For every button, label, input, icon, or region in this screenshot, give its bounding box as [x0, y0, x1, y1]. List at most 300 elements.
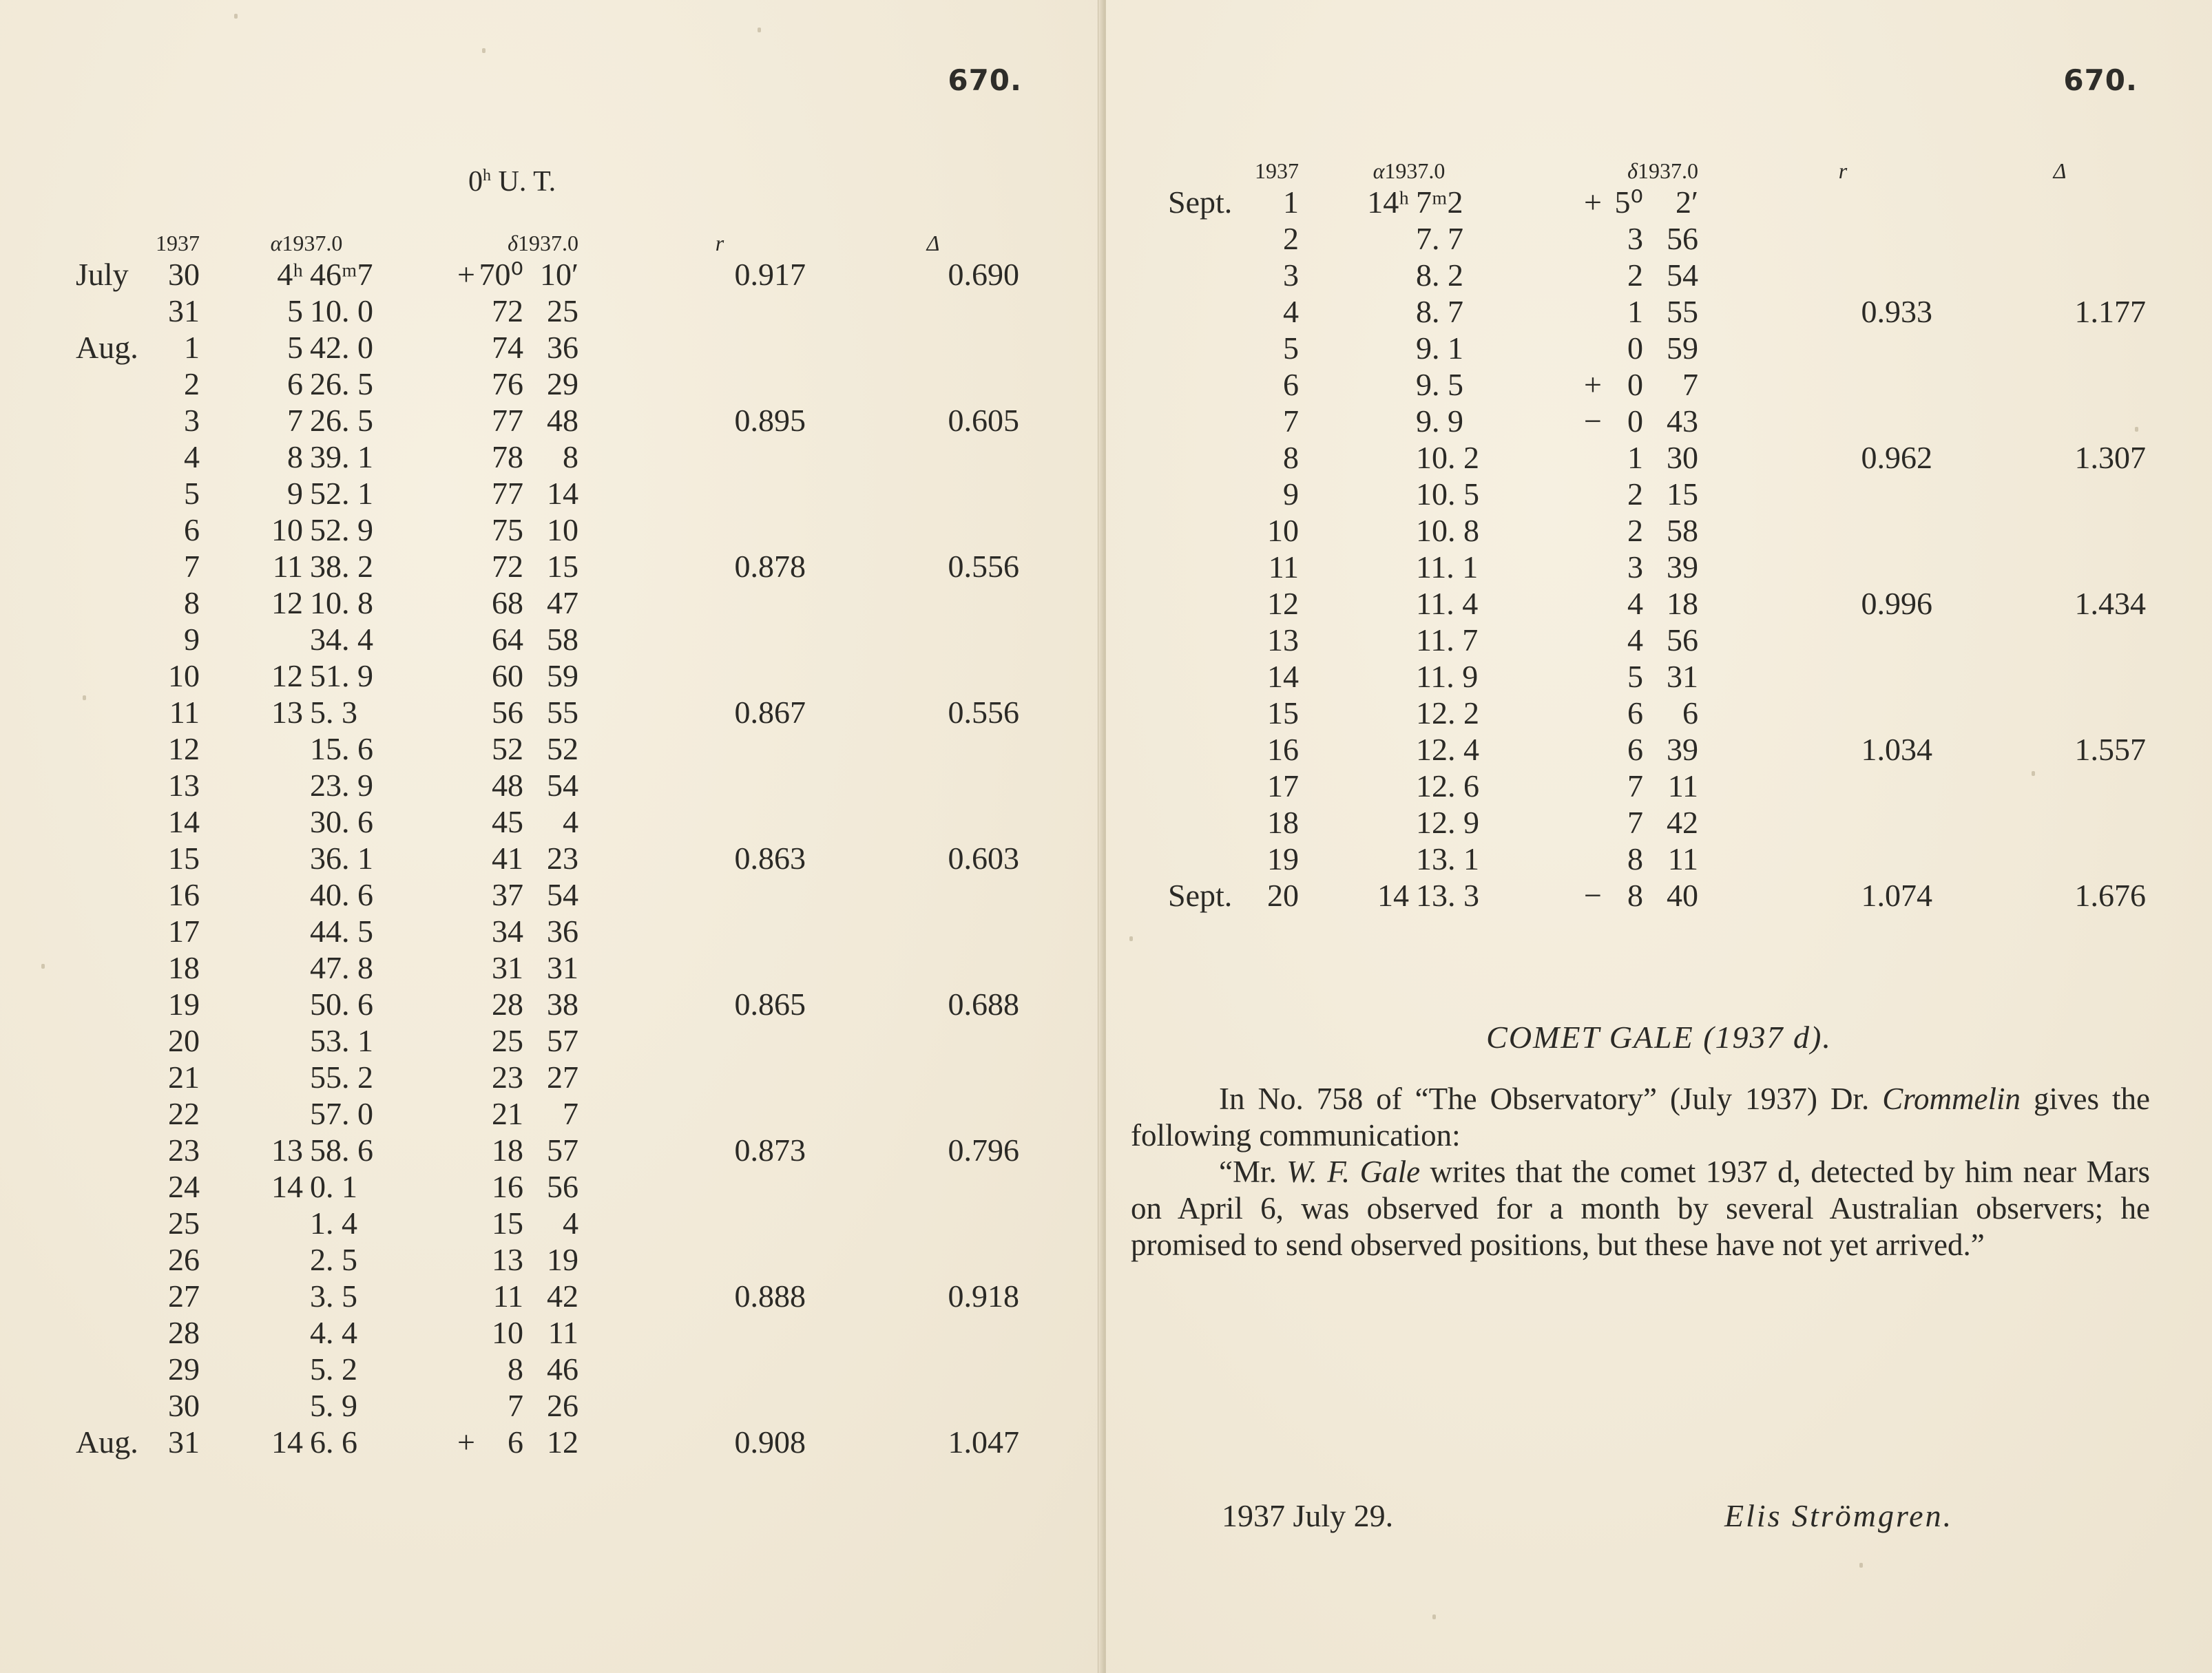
- dec-sign: [413, 475, 475, 512]
- dec-degrees: 8: [1627, 841, 1643, 876]
- paper-speck: [1859, 1563, 1863, 1568]
- dec-degrees: 78: [492, 439, 523, 474]
- dec-degrees: 25: [492, 1023, 523, 1058]
- month-label: [76, 1205, 152, 1241]
- table-row: [1168, 257, 2146, 293]
- dec-degrees: 72: [492, 549, 523, 584]
- ra-hours: [1299, 695, 1409, 731]
- table-row: [76, 730, 1019, 767]
- table-row: [76, 1241, 1019, 1278]
- dec-degrees: 7: [1627, 805, 1643, 840]
- ra-minutes: 39. 1: [310, 439, 373, 474]
- dec-sign: [413, 913, 475, 949]
- month-label: [76, 1168, 152, 1205]
- delta-value: 0.556: [948, 695, 1019, 730]
- header-delta: [413, 213, 578, 256]
- ra-minutes: 11. 7: [1416, 622, 1479, 657]
- r-value: [578, 730, 806, 767]
- delta-value: [1932, 184, 2146, 220]
- alpha-symbol: α: [1373, 158, 1385, 183]
- ra-minutes: 9. 9: [1416, 403, 1463, 439]
- table-row: [76, 475, 1019, 512]
- dec-degrees: 77: [492, 476, 523, 511]
- text-run: “Mr.: [1219, 1155, 1287, 1189]
- dec-degrees: 18: [492, 1133, 523, 1168]
- r-value: [578, 439, 806, 475]
- r-value: [578, 475, 806, 512]
- table-body: [76, 256, 1019, 1460]
- ra-minutes: 13. 3: [1416, 878, 1479, 913]
- dec-arcminutes: 11: [547, 1315, 578, 1350]
- table-row: [1168, 585, 2146, 622]
- ra-minutes: 8. 7: [1416, 294, 1463, 329]
- day-value: 10: [1267, 513, 1299, 548]
- table-row: [1168, 549, 2146, 585]
- ra-minutes: 12. 2: [1416, 695, 1479, 730]
- day-value: 16: [1267, 732, 1299, 767]
- ra-minutes: 7. 7: [1416, 221, 1463, 256]
- paper-speck: [2135, 427, 2138, 432]
- r-value: [578, 366, 806, 402]
- month-label: [1168, 439, 1251, 476]
- dec-sign: [1519, 768, 1602, 804]
- ra-hours: [200, 1278, 303, 1314]
- dec-degrees: 74: [492, 330, 523, 365]
- dec-degrees: 64: [492, 622, 523, 657]
- paper-speck: [2032, 771, 2035, 776]
- ra-minutes: 11. 1: [1416, 549, 1479, 585]
- ra-hours: [200, 986, 303, 1022]
- day-value: 15: [168, 841, 200, 876]
- day-value: 18: [168, 950, 200, 985]
- ra-minutes: 11. 9: [1416, 659, 1479, 694]
- delta-value: [806, 1387, 1019, 1424]
- day-value: 5: [184, 476, 200, 511]
- ra-hours: 13: [271, 695, 303, 730]
- r-value: 1.034: [1861, 732, 1932, 767]
- ra-hours: [200, 803, 303, 840]
- day-value: 22: [168, 1096, 200, 1131]
- day-value: 11: [169, 695, 200, 730]
- ra-hours: [200, 1095, 303, 1132]
- delta-value: 1.434: [2074, 586, 2146, 621]
- dec-sign: −: [1584, 878, 1602, 913]
- dec-sign: [1519, 695, 1602, 731]
- dec-sign: [1519, 476, 1602, 512]
- dec-arcminutes: 31: [1667, 659, 1698, 694]
- table-row: [76, 548, 1019, 585]
- dec-arcminutes: 7: [563, 1096, 578, 1131]
- r-value: [578, 1241, 806, 1278]
- dec-sign: [413, 1278, 475, 1314]
- delta-epoch: 1937.0: [518, 231, 578, 255]
- page-number: 670.: [948, 63, 1022, 97]
- day-value: 5: [1283, 330, 1299, 366]
- delta-value: [806, 1168, 1019, 1205]
- ra-hours: 6: [287, 366, 303, 401]
- day-value: 4: [1283, 294, 1299, 329]
- delta-value: [806, 876, 1019, 913]
- article-paragraph: [1131, 1154, 2150, 1263]
- table-row: [1168, 184, 2146, 220]
- ra-minutes: 3. 5: [310, 1279, 357, 1314]
- table-row: [1168, 476, 2146, 512]
- header-alpha: [1299, 141, 1519, 184]
- dec-sign: [1519, 658, 1602, 695]
- dec-arcminutes: 10′: [539, 257, 578, 292]
- table-row: [76, 657, 1019, 694]
- ra-minutes: 5. 9: [310, 1388, 357, 1423]
- dec-degrees: 4: [1627, 622, 1643, 657]
- paper-speck: [234, 14, 238, 19]
- dec-sign: [413, 366, 475, 402]
- dec-degrees: 41: [492, 841, 523, 876]
- delta-value: [806, 585, 1019, 621]
- ra-hours: [1299, 804, 1409, 841]
- dec-degrees: 4: [1627, 586, 1643, 621]
- table-row: [76, 767, 1019, 803]
- dec-degrees: 2: [1627, 257, 1643, 293]
- day-value: 29: [168, 1351, 200, 1387]
- ra-minutes: 1. 4: [310, 1206, 357, 1241]
- delta-value: [1932, 841, 2146, 877]
- month-label: [1168, 220, 1251, 257]
- table-row: [1168, 731, 2146, 768]
- day-value: 9: [184, 622, 200, 657]
- ra-hours: 4ʰ: [277, 257, 303, 292]
- day-value: 1: [184, 330, 200, 365]
- ra-hours: [1299, 220, 1409, 257]
- day-value: 6: [184, 512, 200, 547]
- ra-hours: 14ʰ: [1367, 185, 1409, 220]
- r-value: [578, 1387, 806, 1424]
- r-value: 0.878: [734, 549, 806, 584]
- day-value: 1: [1283, 185, 1299, 220]
- delta-value: [806, 1095, 1019, 1132]
- dec-sign: [413, 803, 475, 840]
- dec-arcminutes: 59: [547, 658, 578, 693]
- ra-minutes: 47. 8: [310, 950, 373, 985]
- dec-sign: [1519, 439, 1602, 476]
- dec-arcminutes: 30: [1667, 440, 1698, 475]
- table-row: [1168, 403, 2146, 439]
- dec-degrees: 3: [1627, 549, 1643, 585]
- table-row: [1168, 366, 2146, 403]
- text-run: In No. 758 of “The Observatory” (July 1937) Dr.: [1219, 1082, 1883, 1116]
- dec-arcminutes: 14: [547, 476, 578, 511]
- ra-hours: [200, 913, 303, 949]
- table-row: [76, 256, 1019, 293]
- day-value: 8: [1283, 440, 1299, 475]
- day-value: 7: [184, 549, 200, 584]
- dec-degrees: 21: [492, 1096, 523, 1131]
- table-row: [76, 913, 1019, 949]
- day-value: 6: [1283, 367, 1299, 402]
- dec-sign: [413, 585, 475, 621]
- ra-minutes: 12. 6: [1416, 768, 1479, 803]
- dec-degrees: 37: [492, 877, 523, 912]
- ephemeris-table: [76, 213, 1019, 1460]
- delta-value: [1932, 257, 2146, 293]
- ra-minutes: 0. 1: [310, 1169, 357, 1204]
- dec-arcminutes: 47: [547, 585, 578, 620]
- table-row: [1168, 768, 2146, 804]
- delta-value: [806, 913, 1019, 949]
- dec-sign: [1519, 585, 1602, 622]
- dec-arcminutes: 8: [563, 439, 578, 474]
- month-label: [76, 366, 152, 402]
- signoff-author: Elis Strömgren.: [1724, 1498, 1954, 1533]
- alpha-symbol: α: [270, 231, 282, 255]
- r-value: [1698, 330, 1932, 366]
- dec-sign: [1519, 622, 1602, 658]
- delta-value: 0.796: [948, 1133, 1019, 1168]
- ra-hours: [200, 840, 303, 876]
- paper-speck: [1432, 1614, 1436, 1619]
- r-value: [1698, 220, 1932, 257]
- r-value: 0.917: [734, 257, 806, 292]
- dec-arcminutes: 15: [547, 549, 578, 584]
- ra-minutes: 38. 2: [310, 549, 373, 584]
- article-title: COMET GALE (1937 d).: [1486, 1020, 1832, 1055]
- delta-value: [806, 1059, 1019, 1095]
- month-label: Sept.: [1168, 185, 1233, 220]
- ra-minutes: 30. 6: [310, 804, 373, 839]
- dec-arcminutes: 12: [547, 1424, 578, 1460]
- day-value: 17: [168, 914, 200, 949]
- table-row: [1168, 293, 2146, 330]
- ra-minutes: 7ᵐ2: [1416, 185, 1463, 220]
- delta-symbol: δ: [508, 231, 518, 255]
- dec-arcminutes: 15: [1667, 476, 1698, 512]
- dec-arcminutes: 18: [1667, 586, 1698, 621]
- delta-value: 1.557: [2074, 732, 2146, 767]
- table-row: [76, 329, 1019, 366]
- month-label: [76, 621, 152, 657]
- dec-sign: [1519, 549, 1602, 585]
- dec-sign: [413, 1132, 475, 1168]
- ra-minutes: 12. 9: [1416, 805, 1479, 840]
- article-paragraph: [1131, 1081, 2150, 1154]
- delta-value: 0.918: [948, 1279, 1019, 1314]
- r-value: [578, 293, 806, 329]
- ra-hours: [1299, 330, 1409, 366]
- day-value: 7: [1283, 403, 1299, 439]
- delta-value: [1932, 366, 2146, 403]
- ra-minutes: 13. 1: [1416, 841, 1479, 876]
- month-label: [76, 1241, 152, 1278]
- ra-minutes: 11. 4: [1416, 586, 1479, 621]
- text-run: writes that the comet 1937 d, detected by him near Mars on April 6, was observed for a month by several Australian observers; he promised to send observed positions, but these have not yet arrived.”: [1131, 1155, 2150, 1262]
- month-label: [1168, 366, 1251, 403]
- header-r: r: [1838, 158, 1848, 183]
- month-label: [1168, 622, 1251, 658]
- ra-hours: 10: [271, 512, 303, 547]
- ra-minutes: 53. 1: [310, 1023, 373, 1058]
- table-row: [1168, 330, 2146, 366]
- r-value: [578, 1314, 806, 1351]
- dec-degrees: 5: [1627, 659, 1643, 694]
- table-row: [76, 840, 1019, 876]
- ra-minutes: 55. 2: [310, 1060, 373, 1095]
- table-row: [76, 1278, 1019, 1314]
- month-label: [76, 803, 152, 840]
- dec-arcminutes: 27: [547, 1060, 578, 1095]
- day-value: 14: [168, 804, 200, 839]
- dec-sign: [1519, 220, 1602, 257]
- dec-degrees: 52: [492, 731, 523, 766]
- dec-arcminutes: 11: [1667, 768, 1698, 803]
- dec-sign: [413, 767, 475, 803]
- ra-hours: [1299, 658, 1409, 695]
- month-label: [76, 840, 152, 876]
- table-row: [76, 1424, 1019, 1460]
- day-value: 23: [168, 1133, 200, 1168]
- r-value: [578, 512, 806, 548]
- dec-degrees: 0: [1627, 403, 1643, 439]
- month-label: Aug.: [76, 1424, 138, 1460]
- delta-symbol: δ: [1627, 158, 1638, 183]
- person-name: W. F. Gale: [1286, 1155, 1421, 1189]
- delta-value: 0.556: [948, 549, 1019, 584]
- delta-value: [1932, 476, 2146, 512]
- ra-hours: 8: [287, 439, 303, 474]
- r-value: [1698, 366, 1932, 403]
- dec-degrees: 68: [492, 585, 523, 620]
- table-row: [76, 293, 1019, 329]
- ra-hours: [200, 1351, 303, 1387]
- r-value: [578, 585, 806, 621]
- month-label: July: [76, 257, 129, 292]
- day-value: 8: [184, 585, 200, 620]
- ra-hours: [1299, 549, 1409, 585]
- dec-arcminutes: 42: [547, 1279, 578, 1314]
- header-year: 1937: [156, 231, 200, 255]
- paper-speck: [83, 695, 86, 700]
- ra-hours: [200, 949, 303, 986]
- ra-minutes: 8. 2: [1416, 257, 1463, 293]
- paper-speck: [482, 48, 486, 53]
- dec-arcminutes: 46: [547, 1351, 578, 1387]
- dec-sign: [413, 1059, 475, 1095]
- time-suffix: U. T.: [491, 166, 556, 198]
- ra-minutes: 15. 6: [310, 731, 373, 766]
- dec-arcminutes: 59: [1667, 330, 1698, 366]
- ra-minutes: 9. 1: [1416, 330, 1463, 366]
- ra-hours: [200, 1022, 303, 1059]
- delta-value: [806, 1205, 1019, 1241]
- dec-sign: [413, 1351, 475, 1387]
- month-label: [76, 949, 152, 986]
- month-label: [76, 913, 152, 949]
- month-label: [76, 475, 152, 512]
- ra-minutes: 58. 6: [310, 1133, 373, 1168]
- day-value: 30: [168, 1388, 200, 1423]
- ra-hours: [1299, 841, 1409, 877]
- ra-hours: [200, 1241, 303, 1278]
- dec-degrees: 28: [492, 987, 523, 1022]
- ra-hours: [200, 730, 303, 767]
- dec-arcminutes: 23: [547, 841, 578, 876]
- delta-epoch: 1937.0: [1638, 158, 1698, 183]
- alpha-epoch: 1937.0: [282, 231, 343, 255]
- table-row: [1168, 622, 2146, 658]
- day-value: 28: [168, 1315, 200, 1350]
- dec-degrees: 11: [492, 1279, 523, 1314]
- r-value: [578, 949, 806, 986]
- month-label: [76, 585, 152, 621]
- delta-value: 0.603: [948, 841, 1019, 876]
- dec-degrees: 13: [492, 1242, 523, 1277]
- ra-hours: [1299, 366, 1409, 403]
- month-label: [76, 1022, 152, 1059]
- day-value: 27: [168, 1279, 200, 1314]
- dec-arcminutes: 19: [547, 1242, 578, 1277]
- ra-hours: [1299, 512, 1409, 549]
- ra-hours: 13: [271, 1133, 303, 1168]
- table-row: [1168, 658, 2146, 695]
- table-row: [76, 366, 1019, 402]
- dec-sign: +: [1584, 185, 1602, 220]
- dec-degrees: 45: [492, 804, 523, 839]
- delta-value: [806, 512, 1019, 548]
- delta-value: [806, 329, 1019, 366]
- ra-hours: 14: [271, 1169, 303, 1204]
- ra-minutes: 34. 4: [310, 622, 373, 657]
- r-value: 0.865: [734, 987, 806, 1022]
- month-label: [76, 1132, 152, 1168]
- table-row: [76, 621, 1019, 657]
- day-value: 15: [1267, 695, 1299, 730]
- dec-arcminutes: 4: [563, 804, 578, 839]
- table-row: [76, 1314, 1019, 1351]
- ra-hours: 5: [287, 293, 303, 328]
- r-value: [1698, 658, 1932, 695]
- month-label: [76, 767, 152, 803]
- delta-value: [1932, 512, 2146, 549]
- dec-degrees: 31: [492, 950, 523, 985]
- dec-degrees: 0: [1627, 330, 1643, 366]
- day-value: 21: [168, 1060, 200, 1095]
- dec-arcminutes: 56: [1667, 622, 1698, 657]
- month-label: [1168, 549, 1251, 585]
- ra-hours: [1299, 403, 1409, 439]
- ra-hours: [1299, 293, 1409, 330]
- r-value: [578, 876, 806, 913]
- ra-minutes: 26. 5: [310, 403, 373, 438]
- dec-sign: [413, 657, 475, 694]
- dec-degrees: 6: [508, 1424, 523, 1460]
- ra-minutes: 23. 9: [310, 768, 373, 803]
- month-label: [1168, 804, 1251, 841]
- delta-value: [1932, 804, 2146, 841]
- ra-minutes: 12. 4: [1416, 732, 1479, 767]
- ra-minutes: 10. 5: [1416, 476, 1479, 512]
- delta-value: 1.307: [2074, 440, 2146, 475]
- table-row: [1168, 877, 2146, 914]
- month-label: [1168, 585, 1251, 622]
- r-value: [578, 1095, 806, 1132]
- month-label: [76, 439, 152, 475]
- month-label: Aug.: [76, 330, 138, 365]
- month-label: [76, 548, 152, 585]
- month-label: [1168, 257, 1251, 293]
- month-label: [76, 1387, 152, 1424]
- ra-hours: [200, 621, 303, 657]
- table-row: [1168, 512, 2146, 549]
- table-row: [1168, 220, 2146, 257]
- dec-sign: [413, 876, 475, 913]
